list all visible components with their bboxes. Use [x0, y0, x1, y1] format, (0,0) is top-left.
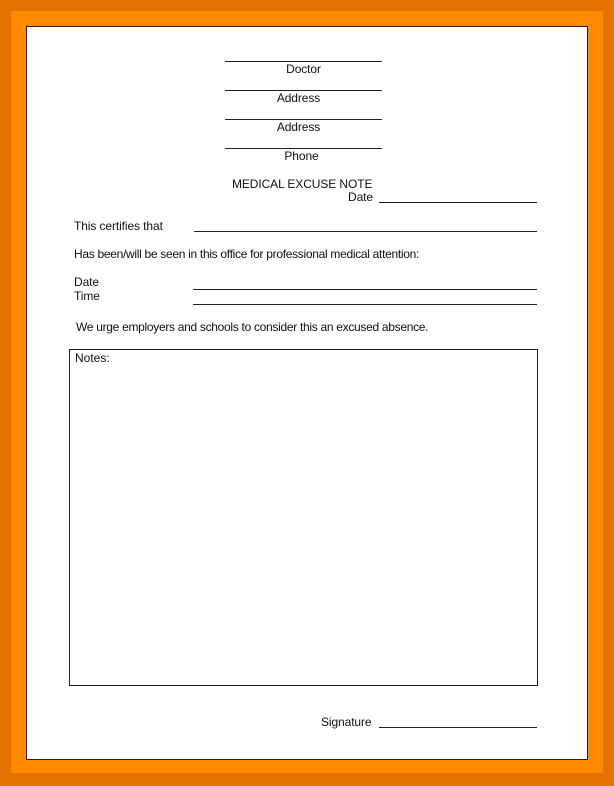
urge-statement: We urge employers and schools to consider this an excused absence.	[76, 320, 429, 334]
visit-date-line[interactable]	[193, 289, 537, 290]
patient-name-line[interactable]	[194, 231, 537, 232]
address2-label: Address	[276, 120, 321, 134]
document-title: MEDICAL EXCUSE NOTE	[232, 177, 373, 191]
signature-label: Signature	[321, 715, 372, 729]
phone-label: Phone	[284, 149, 319, 163]
visit-time-line[interactable]	[193, 304, 537, 305]
seen-statement: Has been/will be seen in this office for professional medical attention:	[74, 247, 420, 261]
visit-date-label: Date	[74, 275, 99, 289]
date-label: Date	[348, 190, 373, 204]
address1-label: Address	[276, 91, 321, 105]
notes-label: Notes:	[75, 351, 110, 365]
visit-time-label: Time	[74, 289, 100, 303]
date-line[interactable]	[379, 202, 537, 203]
notes-box[interactable]	[69, 349, 538, 686]
doctor-label: Doctor	[286, 62, 321, 76]
excuse-note-document	[26, 26, 588, 760]
certifies-label: This certifies that	[74, 219, 163, 233]
signature-line[interactable]	[379, 727, 537, 728]
